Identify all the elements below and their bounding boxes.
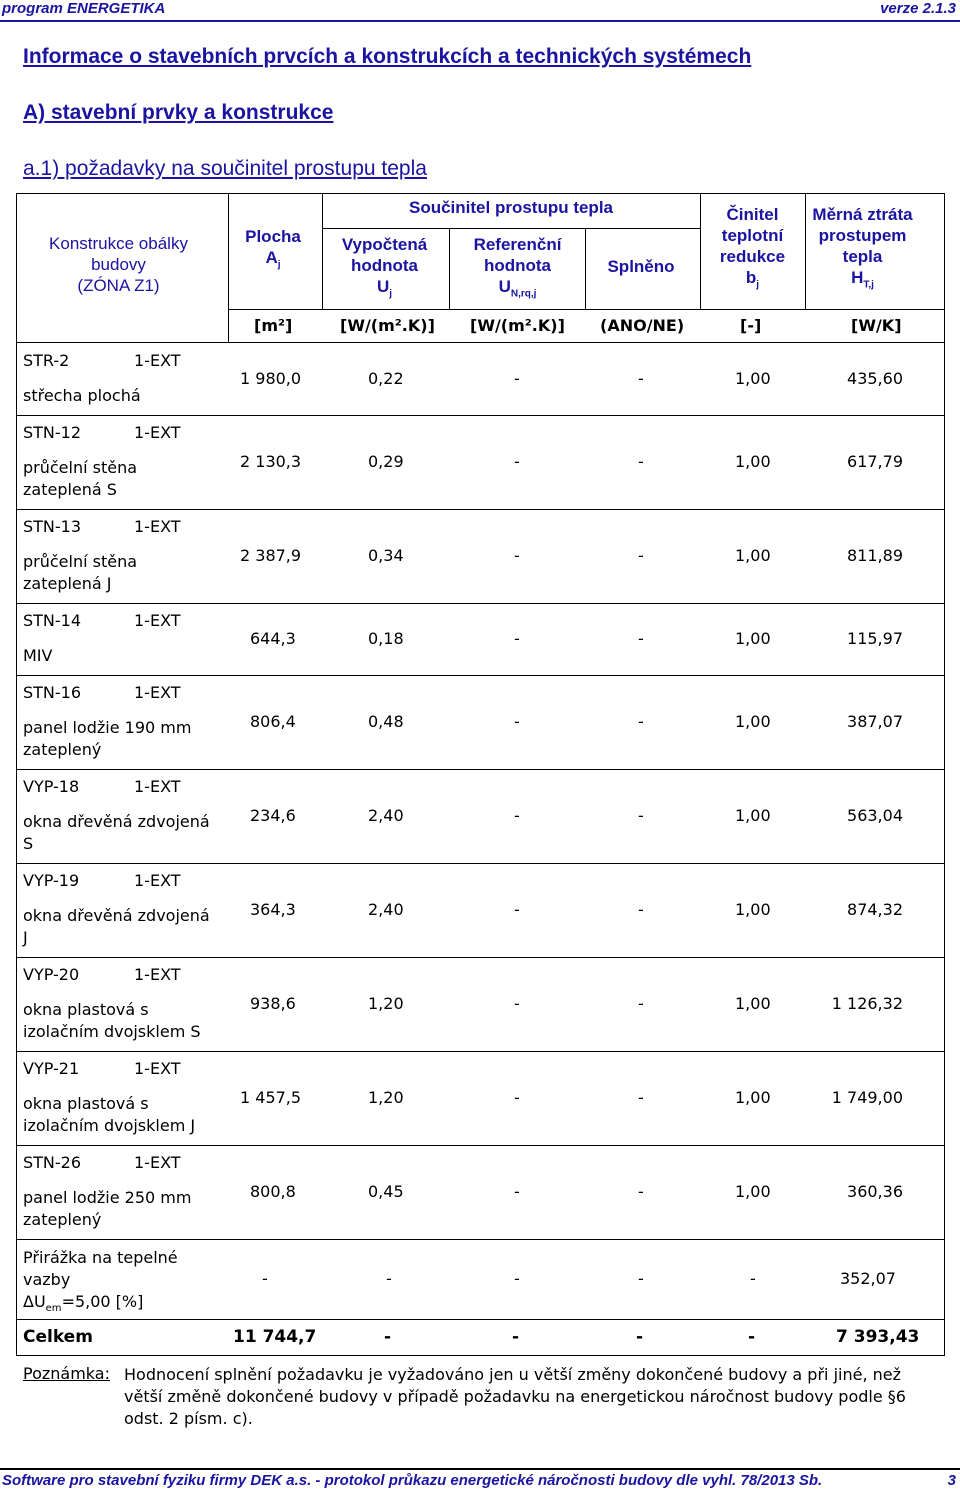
row-u: 0,34 <box>368 546 404 565</box>
row-u: 1,20 <box>368 1088 404 1107</box>
row-met: - <box>638 994 644 1013</box>
row-area: 800,8 <box>250 1182 296 1201</box>
row-area: 2 387,9 <box>240 546 302 565</box>
row-area: 234,6 <box>250 806 296 825</box>
row-met: - <box>638 806 644 825</box>
row-code: STN-16 <box>23 683 82 702</box>
row-name-line-1: okna plastová s <box>23 1094 149 1113</box>
page-number: 3 <box>947 1472 956 1489</box>
col-group-u: Součinitel prostupu tepla <box>408 198 613 217</box>
col-header-area-l1: Plocha <box>245 227 301 246</box>
row-name-line-1: panel lodžie 190 mm <box>23 718 192 737</box>
row-h: 617,79 <box>847 452 903 471</box>
row-uref: - <box>514 1182 520 1201</box>
surcharge-u: - <box>386 1269 392 1288</box>
row-b: 1,00 <box>735 1088 771 1107</box>
col-header-b-l2: teplotní <box>721 226 784 245</box>
row-code: STN-14 <box>23 611 82 630</box>
unit-u-calc: [W/(m².K)] <box>340 316 435 335</box>
surcharge-label-l3 <box>23 1291 178 1320</box>
row-u: 0,22 <box>368 369 404 388</box>
row-uref: - <box>514 900 520 919</box>
col-header-construction-l2: budovy <box>91 255 146 274</box>
row-met: - <box>638 369 644 388</box>
row-area: 364,3 <box>250 900 296 919</box>
row-uref: - <box>514 1088 520 1107</box>
row-h: 115,97 <box>847 629 903 648</box>
col-header-construction <box>16 233 221 296</box>
row-name-line-1: okna plastová s <box>23 1000 149 1019</box>
row-u: 0,29 <box>368 452 404 471</box>
row-area: 2 130,3 <box>240 452 302 471</box>
row-h: 563,04 <box>847 806 903 825</box>
surcharge-h: 352,07 <box>840 1269 896 1288</box>
row-divider <box>16 863 944 864</box>
header-vline-1 <box>228 193 229 342</box>
row-zone: 1-EXT <box>134 871 181 890</box>
row-name-line-2: S <box>23 834 34 853</box>
row-divider <box>16 1239 944 1240</box>
page-header <box>0 0 960 20</box>
surcharge-b: - <box>750 1269 756 1288</box>
row-name-line-2: izolačním dvojsklem J <box>23 1116 196 1135</box>
section-heading-a1: a.1) požadavky na součinitel prostupu tepla <box>23 157 427 180</box>
note-line-2: větší změně dokončené budovy v případě požadavku na energetickou náročnost budovy podle §6 <box>124 1387 906 1406</box>
row-h: 1 749,00 <box>831 1088 903 1107</box>
unit-area: [m²] <box>254 316 293 335</box>
surcharge-uref: - <box>514 1269 520 1288</box>
row-area: 1 457,5 <box>240 1088 302 1107</box>
row-b: 1,00 <box>735 452 771 471</box>
note-line-1: Hodnocení splnění požadavku je vyžadováno jen u větší změny dokončené budovy a při jiné, než <box>124 1365 901 1384</box>
row-name-line-1: průčelní stěna <box>23 458 138 477</box>
col-header-h <box>805 204 920 295</box>
row-met: - <box>638 546 644 565</box>
row-divider <box>16 603 944 604</box>
col-header-u-calc-sub: j <box>389 288 393 300</box>
col-header-u-calc-l1: Vypočtená <box>341 235 428 254</box>
unit-met: (ANO/NE) <box>600 316 685 335</box>
unit-h: [W/K] <box>851 316 902 335</box>
col-header-u-ref-l2: hodnota <box>483 256 552 275</box>
col-header-h-l2: prostupem <box>818 226 907 245</box>
row-uref: - <box>514 546 520 565</box>
table-border-left <box>16 193 17 1355</box>
total-label: Celkem <box>23 1327 93 1347</box>
col-header-b-symbol: b <box>745 268 757 287</box>
row-divider <box>16 769 944 770</box>
total-h: 7 393,43 <box>836 1327 920 1347</box>
units-divider <box>16 342 944 343</box>
row-h: 360,36 <box>847 1182 903 1201</box>
surcharge-delta-u: ΔU <box>23 1292 46 1311</box>
col-header-construction-l3: (ZÓNA Z1) <box>77 276 160 295</box>
total-area: 11 744,7 <box>233 1327 317 1347</box>
unit-b: [-] <box>740 316 762 335</box>
row-u: 1,20 <box>368 994 404 1013</box>
table-border-bottom <box>16 1355 945 1356</box>
col-header-u-ref <box>450 234 585 304</box>
col-header-u-ref-l1: Referenční <box>473 235 562 254</box>
header-divider-1 <box>228 309 944 310</box>
row-code: VYP-20 <box>23 965 80 984</box>
note-line-3: odst. 2 písm. c). <box>124 1409 253 1428</box>
row-name-line-2: zateplený <box>23 1210 102 1229</box>
row-zone: 1-EXT <box>134 965 181 984</box>
row-u: 2,40 <box>368 806 404 825</box>
row-zone: 1-EXT <box>134 351 181 370</box>
program-version: verze 2.1.3 <box>880 0 956 17</box>
row-area: 1 980,0 <box>240 369 302 388</box>
col-header-met: Splněno <box>607 257 675 276</box>
col-header-b <box>700 204 805 295</box>
surcharge-label-l2: vazby <box>23 1270 71 1289</box>
col-header-u-calc <box>322 234 447 304</box>
col-header-h-sub: T,j <box>863 279 874 291</box>
row-uref: - <box>514 369 520 388</box>
col-header-b-sub: j <box>756 279 760 291</box>
col-header-u-calc-symbol: U <box>376 277 390 296</box>
unit-u-ref: [W/(m².K)] <box>470 316 565 335</box>
surcharge-area: - <box>262 1269 268 1288</box>
group-u-divider <box>322 228 700 229</box>
row-h: 874,32 <box>847 900 903 919</box>
note-text <box>124 1364 954 1430</box>
row-b: 1,00 <box>735 806 771 825</box>
row-divider <box>16 415 944 416</box>
row-divider <box>16 1145 944 1146</box>
surcharge-percent: =5,00 [%] <box>61 1292 144 1311</box>
row-code: VYP-21 <box>23 1059 80 1078</box>
row-b: 1,00 <box>735 546 771 565</box>
row-uref: - <box>514 806 520 825</box>
row-uref: - <box>514 452 520 471</box>
header-divider <box>0 20 960 22</box>
row-divider <box>16 957 944 958</box>
row-divider <box>16 675 944 676</box>
row-divider <box>16 509 944 510</box>
row-h: 387,07 <box>847 712 903 731</box>
row-area: 806,4 <box>250 712 296 731</box>
total-b: - <box>748 1327 756 1347</box>
row-u: 0,45 <box>368 1182 404 1201</box>
row-b: 1,00 <box>735 900 771 919</box>
row-met: - <box>638 1088 644 1107</box>
row-code: VYP-18 <box>23 777 80 796</box>
row-zone: 1-EXT <box>134 517 181 536</box>
surcharge-divider <box>16 1319 944 1320</box>
row-name-line-1: okna dřevěná zdvojená <box>23 812 210 831</box>
row-area: 938,6 <box>250 994 296 1013</box>
row-zone: 1-EXT <box>134 423 181 442</box>
header-vline-2 <box>322 193 323 309</box>
total-uref: - <box>512 1327 520 1347</box>
row-zone: 1-EXT <box>134 1153 181 1172</box>
col-header-area-sub: j <box>277 259 281 271</box>
row-zone: 1-EXT <box>134 777 181 796</box>
row-b: 1,00 <box>735 629 771 648</box>
row-name-line-2: izolačním dvojsklem S <box>23 1022 201 1041</box>
col-header-area <box>228 226 318 275</box>
row-code: STR-2 <box>23 351 70 370</box>
row-met: - <box>638 712 644 731</box>
col-header-b-l3: redukce <box>719 247 786 266</box>
footer-text: Software pro stavební fyziku firmy DEK a.s. - protokol průkazu energetické náročnosti budovy dle vyhl. 78/2013 Sb. <box>2 1472 823 1489</box>
header-vline-3 <box>449 228 450 309</box>
row-code: STN-26 <box>23 1153 82 1172</box>
row-uref: - <box>514 994 520 1013</box>
col-header-b-l1: Činitel <box>726 205 779 224</box>
row-b: 1,00 <box>735 1182 771 1201</box>
surcharge-met: - <box>638 1269 644 1288</box>
note-label: Poznámka: <box>23 1364 110 1383</box>
col-header-u-ref-sub: N,rq,j <box>510 288 537 300</box>
row-code: STN-13 <box>23 517 82 536</box>
row-h: 435,60 <box>847 369 903 388</box>
page-title: Informace o stavebních prvcích a konstrukcích a technických systémech <box>23 45 752 68</box>
surcharge-label <box>23 1247 178 1320</box>
row-met: - <box>638 900 644 919</box>
row-u: 0,48 <box>368 712 404 731</box>
row-divider <box>16 1051 944 1052</box>
row-code: STN-12 <box>23 423 82 442</box>
row-b: 1,00 <box>735 712 771 731</box>
header-vline-6 <box>805 193 806 309</box>
row-area: 644,3 <box>250 629 296 648</box>
row-name-line-2: zateplený <box>23 740 102 759</box>
col-header-h-l1: Měrná ztráta <box>812 205 913 224</box>
row-h: 1 126,32 <box>831 994 903 1013</box>
row-b: 1,00 <box>735 994 771 1013</box>
row-name-line-1: okna dřevěná zdvojená <box>23 906 210 925</box>
row-u: 0,18 <box>368 629 404 648</box>
row-name-line-2: J <box>23 928 28 947</box>
total-u: - <box>384 1327 392 1347</box>
row-uref: - <box>514 712 520 731</box>
row-name-line-1: průčelní stěna <box>23 552 138 571</box>
row-name-line-1: panel lodžie 250 mm <box>23 1188 192 1207</box>
row-code: VYP-19 <box>23 871 80 890</box>
row-u: 2,40 <box>368 900 404 919</box>
row-met: - <box>638 452 644 471</box>
row-b: 1,00 <box>735 369 771 388</box>
header-vline-5 <box>700 193 701 309</box>
row-met: - <box>638 629 644 648</box>
col-header-h-l3: tepla <box>842 247 883 266</box>
row-name-line-1: střecha plochá <box>23 386 141 405</box>
row-h: 811,89 <box>847 546 903 565</box>
header-vline-4 <box>585 228 586 309</box>
surcharge-label-l1: Přirážka na tepelné <box>23 1248 178 1267</box>
col-header-h-symbol: H <box>851 268 864 287</box>
section-heading-a: A) stavební prvky a konstrukce <box>23 101 334 124</box>
col-header-u-calc-l2: hodnota <box>350 256 419 275</box>
total-met: - <box>636 1327 644 1347</box>
col-header-construction-l1: Konstrukce obálky <box>49 234 188 253</box>
row-zone: 1-EXT <box>134 1059 181 1078</box>
table-border-right <box>944 193 945 1355</box>
row-met: - <box>638 1182 644 1201</box>
row-uref: - <box>514 629 520 648</box>
page-footer <box>0 1468 960 1493</box>
row-zone: 1-EXT <box>134 611 181 630</box>
row-name-line-2: zateplená J <box>23 574 112 593</box>
col-header-area-symbol: A <box>265 248 278 267</box>
row-zone: 1-EXT <box>134 683 181 702</box>
row-name-line-1: MIV <box>23 646 53 665</box>
program-name: program ENERGETIKA <box>2 0 166 17</box>
col-header-u-ref-symbol: U <box>498 277 511 296</box>
row-name-line-2: zateplená S <box>23 480 117 499</box>
surcharge-delta-u-sub: em <box>45 1303 62 1315</box>
